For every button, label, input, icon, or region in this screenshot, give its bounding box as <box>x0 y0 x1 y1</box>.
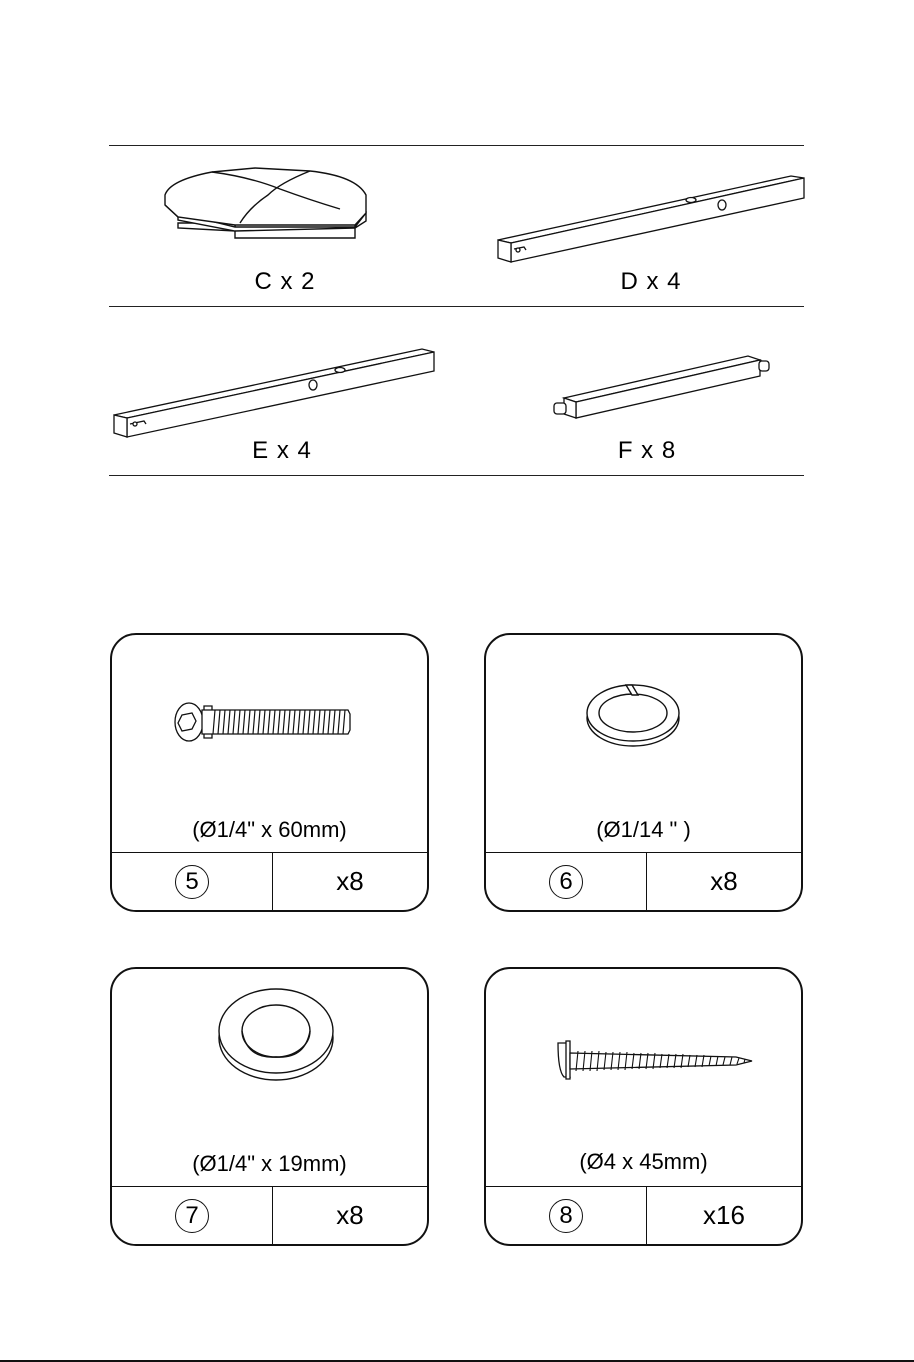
hex-bolt-icon <box>112 635 429 815</box>
hardware-spec-6: (Ø1/14 " ) <box>596 817 691 842</box>
wood-screw-icon <box>486 969 803 1149</box>
hardware-card-7 <box>110 967 429 1246</box>
hardware-bar-5 <box>112 852 427 910</box>
hardware-card-6 <box>484 633 803 912</box>
hardware-spec-7: (Ø1/4" x 19mm) <box>192 1151 347 1176</box>
hardware-qty-7: x8 <box>336 1200 364 1230</box>
spring-washer-icon <box>486 635 803 815</box>
hardware-id-cell-8 <box>486 1187 647 1244</box>
parts-top-rule <box>109 145 804 146</box>
hardware-qty-5: x8 <box>336 866 364 896</box>
part-e <box>110 347 435 439</box>
hardware-qty-6: x8 <box>710 866 738 896</box>
hardware-bar-7 <box>112 1186 427 1244</box>
rail-d-icon <box>494 172 806 264</box>
spindle-icon <box>548 352 773 422</box>
hardware-card-8 <box>484 967 803 1246</box>
rail-e-icon <box>110 347 435 439</box>
parts-bottom-rule <box>109 475 804 476</box>
hardware-number-7: 7 <box>175 1199 209 1233</box>
parts-middle-rule <box>109 306 804 307</box>
flat-washer-icon <box>112 969 429 1149</box>
hardware-number-8: 8 <box>549 1199 583 1233</box>
hardware-qty-8: x16 <box>703 1200 745 1230</box>
part-label-d: D x 4 <box>620 268 682 295</box>
hardware-number-6: 6 <box>549 865 583 899</box>
part-d <box>494 172 806 264</box>
hardware-id-cell-6 <box>486 853 647 910</box>
hardware-card-5 <box>110 633 429 912</box>
hardware-spec-8: (Ø4 x 45mm) <box>579 1149 708 1174</box>
part-label-e: E x 4 <box>252 437 312 464</box>
part-f <box>548 352 773 422</box>
hardware-number-5: 5 <box>175 865 209 899</box>
part-label-f: F x 8 <box>617 437 677 464</box>
hardware-bar-6 <box>486 852 801 910</box>
hardware-spec-5: (Ø1/4" x 60mm) <box>192 817 347 842</box>
hardware-bar-8 <box>486 1186 801 1244</box>
hardware-id-cell-5 <box>112 853 273 910</box>
post-cap-icon <box>160 165 375 255</box>
part-c <box>160 165 375 255</box>
part-label-c: C x 2 <box>254 268 316 295</box>
hardware-id-cell-7 <box>112 1187 273 1244</box>
